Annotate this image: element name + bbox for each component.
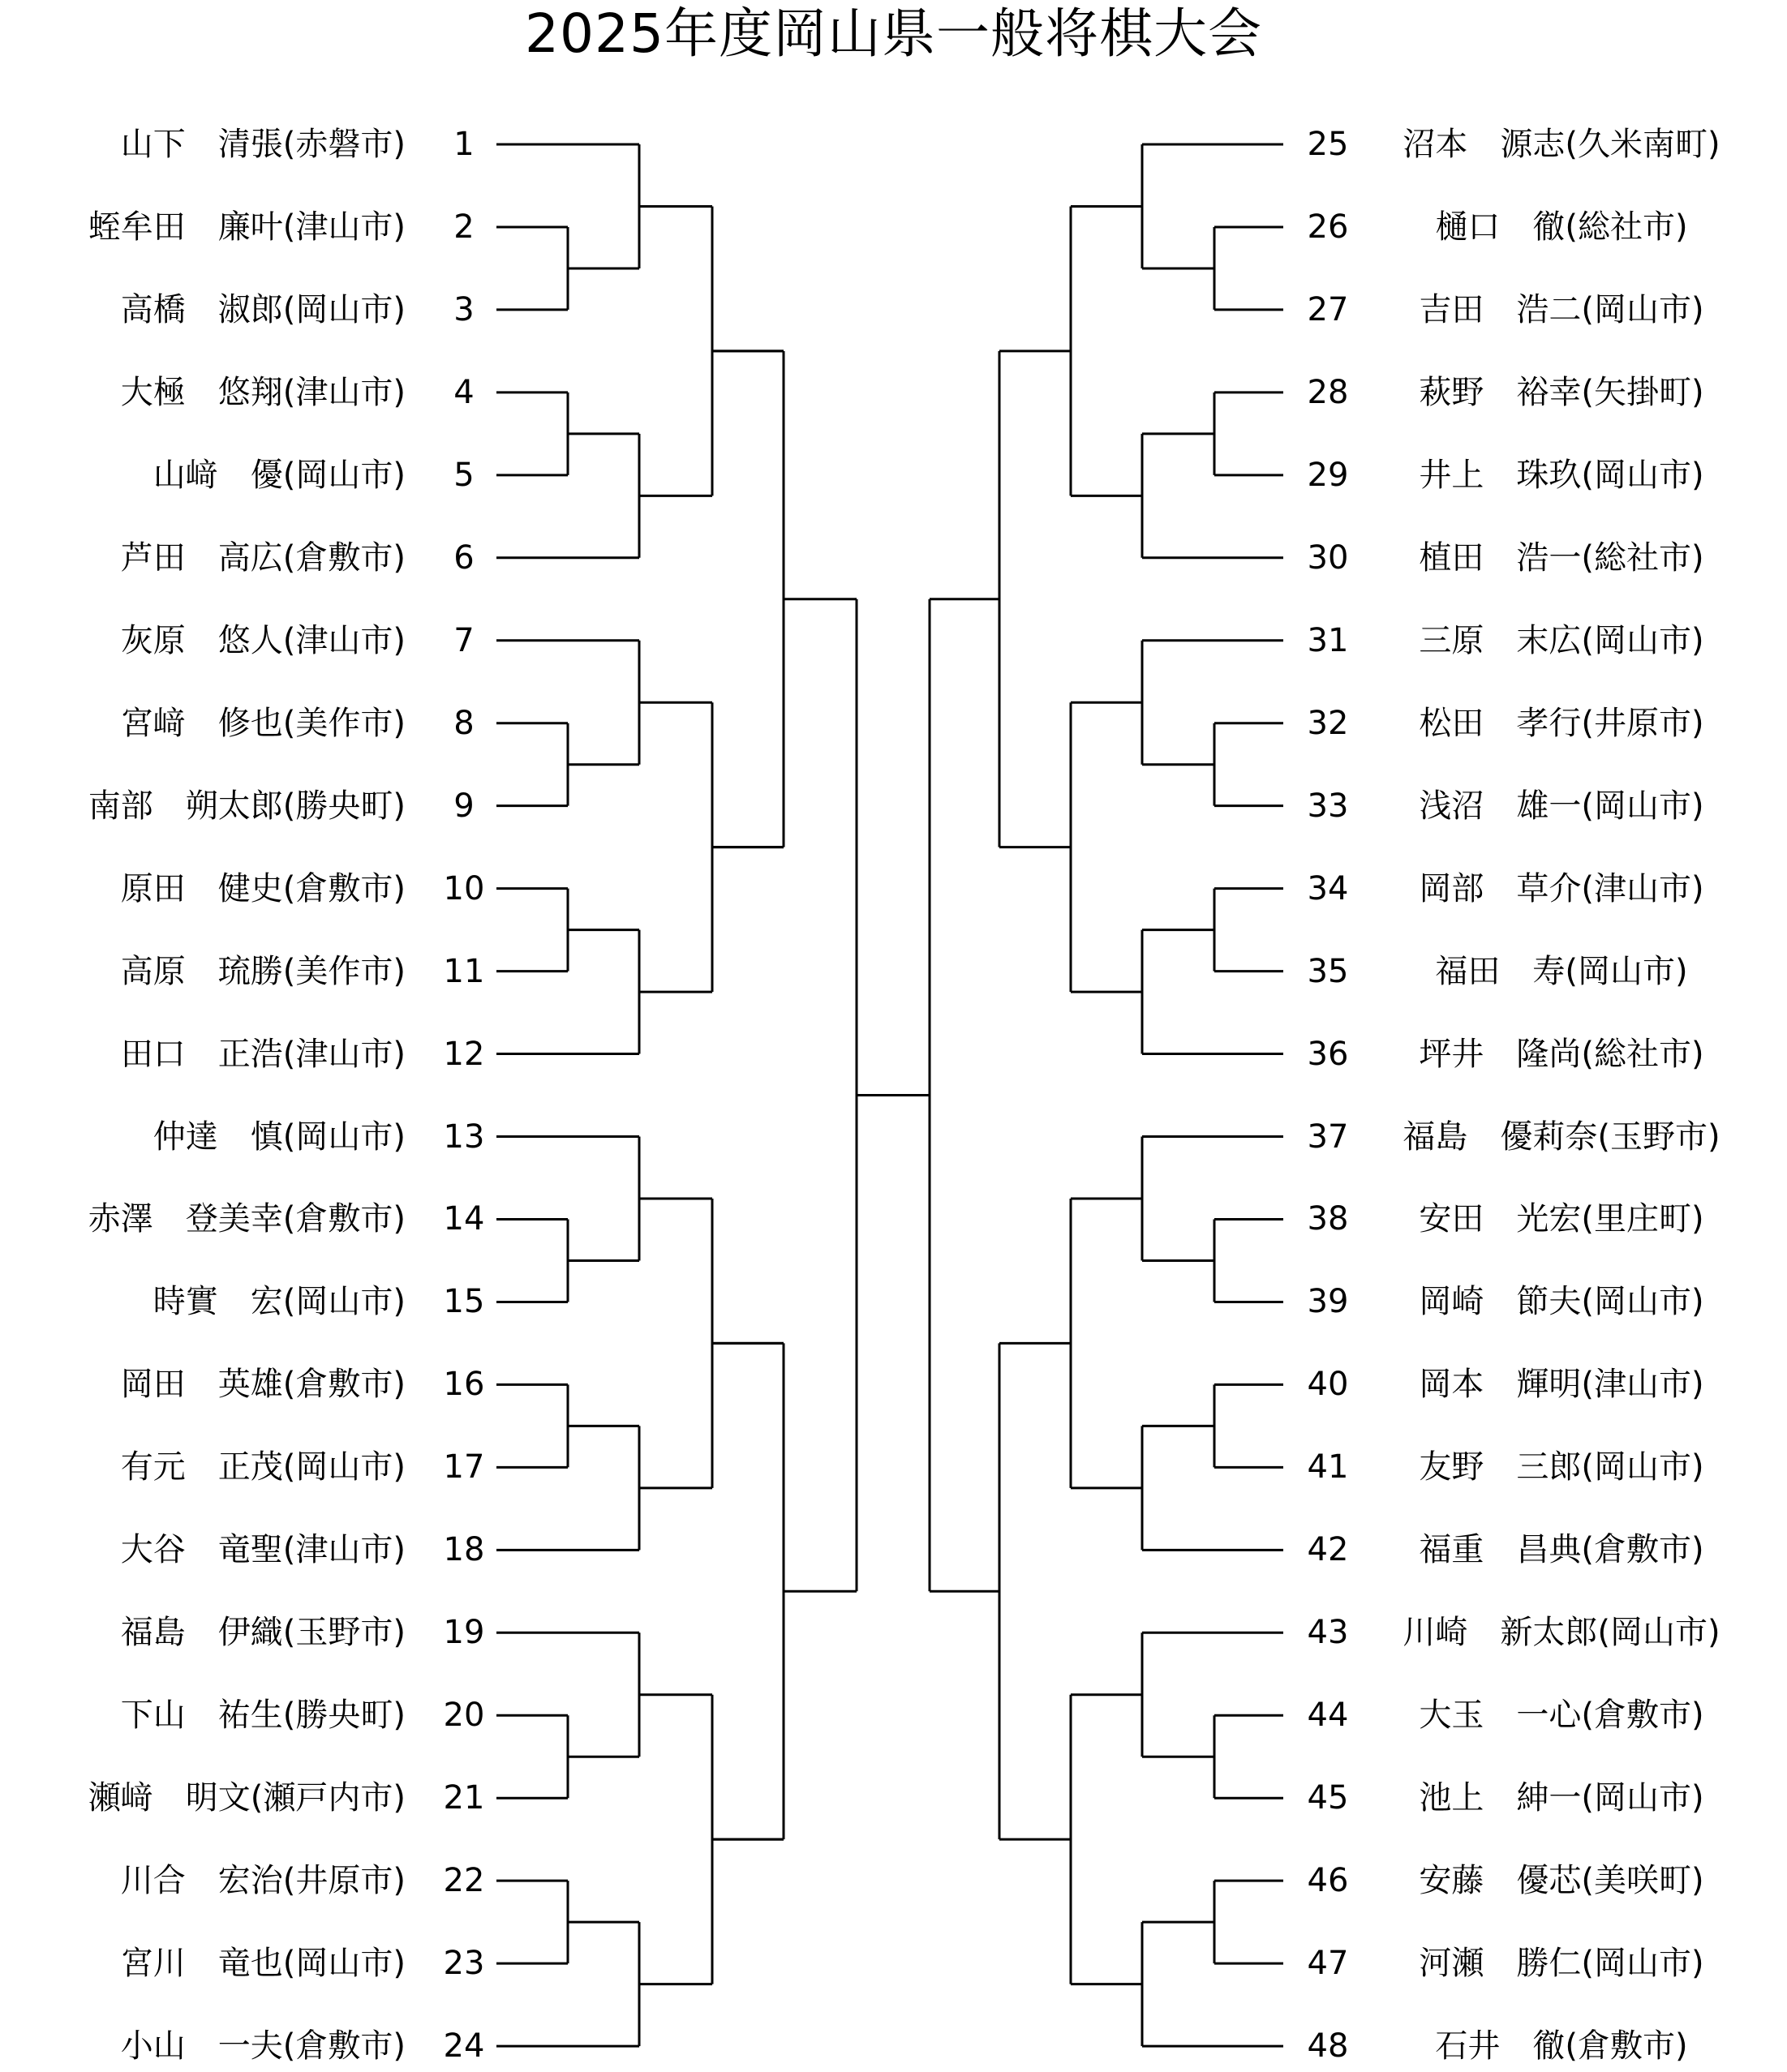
seed-number: 15 <box>443 1283 485 1321</box>
bracket-entry <box>0 1608 1787 1657</box>
player-name: 川崎 新太郎(岡山市) <box>1403 1614 1720 1652</box>
player-name: 大谷 竜聖(津山市) <box>120 1531 406 1569</box>
bracket-entry <box>0 368 1787 417</box>
seed-number: 13 <box>443 1118 485 1156</box>
player-name: 岡部 草介(津山市) <box>1419 869 1704 907</box>
seed-number: 17 <box>443 1448 485 1486</box>
player-name: 岡崎 節夫(岡山市) <box>1419 1283 1704 1321</box>
bracket-entry <box>0 699 1787 748</box>
seed-number: 41 <box>1307 1448 1349 1486</box>
player-name: 高橋 淑郎(岡山市) <box>120 290 406 328</box>
bracket-entry <box>0 1443 1787 1491</box>
seed-number: 23 <box>443 1945 485 1983</box>
seed-number: 48 <box>1307 2027 1349 2066</box>
seed-number: 3 <box>453 290 475 328</box>
seed-number: 44 <box>1307 1697 1349 1735</box>
player-name: 川合 宏治(井原市) <box>120 1862 406 1900</box>
player-name: 福島 伊織(玉野市) <box>120 1614 406 1652</box>
player-name: 岡田 英雄(倉敷市) <box>120 1366 406 1404</box>
seed-number: 22 <box>443 1862 485 1900</box>
seed-number: 45 <box>1307 1779 1349 1817</box>
bracket-entry <box>0 1360 1787 1409</box>
player-name: 沼本 源志(久米南町) <box>1403 126 1720 163</box>
seed-number: 1 <box>453 126 475 163</box>
bracket-entry <box>0 1113 1787 1161</box>
seed-number: 26 <box>1307 208 1349 246</box>
player-name: 芦田 高広(倉敷市) <box>120 538 406 577</box>
seed-number: 27 <box>1307 290 1349 328</box>
seed-number: 35 <box>1307 952 1349 990</box>
player-name: 南部 朔太郎(勝央町) <box>88 787 406 825</box>
player-name: 福島 優莉奈(玉野市) <box>1403 1118 1720 1156</box>
seed-number: 18 <box>443 1531 485 1569</box>
player-name: 浅沼 雄一(岡山市) <box>1419 787 1704 825</box>
seed-number: 5 <box>453 456 475 494</box>
seed-number: 43 <box>1307 1614 1349 1652</box>
player-name: 安藤 優芯(美咲町) <box>1419 1862 1704 1900</box>
bracket-entry <box>0 285 1787 334</box>
seed-number: 7 <box>453 621 475 659</box>
bracket-entry <box>0 1939 1787 1988</box>
player-name: 大玉 一心(倉敷市) <box>1419 1697 1704 1735</box>
seed-number: 24 <box>443 2027 485 2066</box>
player-name: 蛭牟田 廉叶(津山市) <box>88 208 406 246</box>
bracket-entry <box>0 1856 1787 1905</box>
bracket-entry <box>0 1691 1787 1740</box>
player-name: 山﨑 優(岡山市) <box>152 456 406 494</box>
seed-number: 39 <box>1307 1283 1349 1321</box>
player-name: 友野 三郎(岡山市) <box>1419 1448 1704 1486</box>
player-name: 石井 徹(倉敷市) <box>1435 2027 1688 2066</box>
player-name: 三原 末広(岡山市) <box>1419 621 1704 659</box>
bracket-entry <box>0 864 1787 913</box>
seed-number: 19 <box>443 1614 485 1652</box>
player-name: 原田 健史(倉敷市) <box>120 869 406 907</box>
bracket-entry <box>0 451 1787 500</box>
bracket-entry <box>0 1277 1787 1326</box>
player-name: 小山 一夫(倉敷市) <box>120 2027 406 2066</box>
seed-number: 4 <box>453 373 475 411</box>
seed-number: 14 <box>443 1200 485 1238</box>
player-name: 高原 琉勝(美作市) <box>120 952 406 990</box>
seed-number: 33 <box>1307 787 1349 825</box>
player-name: 宮川 竜也(岡山市) <box>120 1945 406 1983</box>
player-name: 河瀬 勝仁(岡山市) <box>1419 1945 1704 1983</box>
seed-number: 37 <box>1307 1118 1349 1156</box>
player-name: 福田 寿(岡山市) <box>1435 952 1688 990</box>
bracket-entry <box>0 1525 1787 1574</box>
seed-number: 25 <box>1307 126 1349 163</box>
seed-number: 34 <box>1307 869 1349 907</box>
seed-number: 36 <box>1307 1035 1349 1073</box>
bracket-entry <box>0 1195 1787 1243</box>
seed-number: 30 <box>1307 538 1349 577</box>
player-name: 時實 宏(岡山市) <box>152 1283 406 1321</box>
seed-number: 38 <box>1307 1200 1349 1238</box>
seed-number: 12 <box>443 1035 485 1073</box>
seed-number: 28 <box>1307 373 1349 411</box>
player-name: 植田 浩一(総社市) <box>1419 538 1704 577</box>
seed-number: 31 <box>1307 621 1349 659</box>
player-name: 下山 祐生(勝央町) <box>120 1697 406 1735</box>
bracket-entry <box>0 1774 1787 1822</box>
player-name: 赤澤 登美幸(倉敷市) <box>88 1200 406 1238</box>
bracket-entry <box>0 203 1787 251</box>
bracket-entry <box>0 120 1787 169</box>
player-name: 坪井 隆尚(総社市) <box>1419 1035 1704 1073</box>
seed-number: 42 <box>1307 1531 1349 1569</box>
player-name: 山下 清張(赤磐市) <box>120 126 406 163</box>
bracket-entry <box>0 782 1787 830</box>
seed-number: 40 <box>1307 1366 1349 1404</box>
bracket-entry <box>0 2022 1787 2070</box>
bracket-entry <box>0 947 1787 996</box>
bracket-entry <box>0 616 1787 665</box>
seed-number: 29 <box>1307 456 1349 494</box>
player-name: 福重 昌典(倉敷市) <box>1419 1531 1704 1569</box>
seed-number: 8 <box>453 704 475 742</box>
seed-number: 21 <box>443 1779 485 1817</box>
seed-number: 47 <box>1307 1945 1349 1983</box>
seed-number: 32 <box>1307 704 1349 742</box>
player-name: 萩野 裕幸(矢掛町) <box>1419 373 1704 411</box>
player-name: 吉田 浩二(岡山市) <box>1419 290 1704 328</box>
player-name: 宮﨑 修也(美作市) <box>120 704 406 742</box>
seed-number: 2 <box>453 208 475 246</box>
player-name: 池上 紳一(岡山市) <box>1419 1779 1704 1817</box>
tournament-title: 2025年度岡山県一般将棋大会 <box>525 2 1262 65</box>
player-name: 井上 珠玖(岡山市) <box>1419 456 1704 494</box>
seed-number: 11 <box>443 952 485 990</box>
player-name: 田口 正浩(津山市) <box>120 1035 406 1073</box>
seed-number: 6 <box>453 538 475 577</box>
player-name: 有元 正茂(岡山市) <box>120 1448 406 1486</box>
player-name: 大極 悠翔(津山市) <box>120 373 406 411</box>
player-name: 松田 孝行(井原市) <box>1419 704 1704 742</box>
seed-number: 46 <box>1307 1862 1349 1900</box>
player-name: 仲達 慎(岡山市) <box>152 1118 406 1156</box>
bracket-entry <box>0 534 1787 582</box>
player-name: 岡本 輝明(津山市) <box>1419 1366 1704 1404</box>
player-name: 瀬﨑 明文(瀬戸内市) <box>88 1779 406 1817</box>
player-name: 灰原 悠人(津山市) <box>120 621 406 659</box>
seed-number: 9 <box>453 787 475 825</box>
player-name: 樋口 徹(総社市) <box>1435 208 1688 246</box>
seed-number: 20 <box>443 1697 485 1735</box>
player-name: 安田 光宏(里庄町) <box>1419 1200 1704 1238</box>
bracket-entry <box>0 1030 1787 1079</box>
seed-number: 10 <box>443 869 485 907</box>
seed-number: 16 <box>443 1366 485 1404</box>
